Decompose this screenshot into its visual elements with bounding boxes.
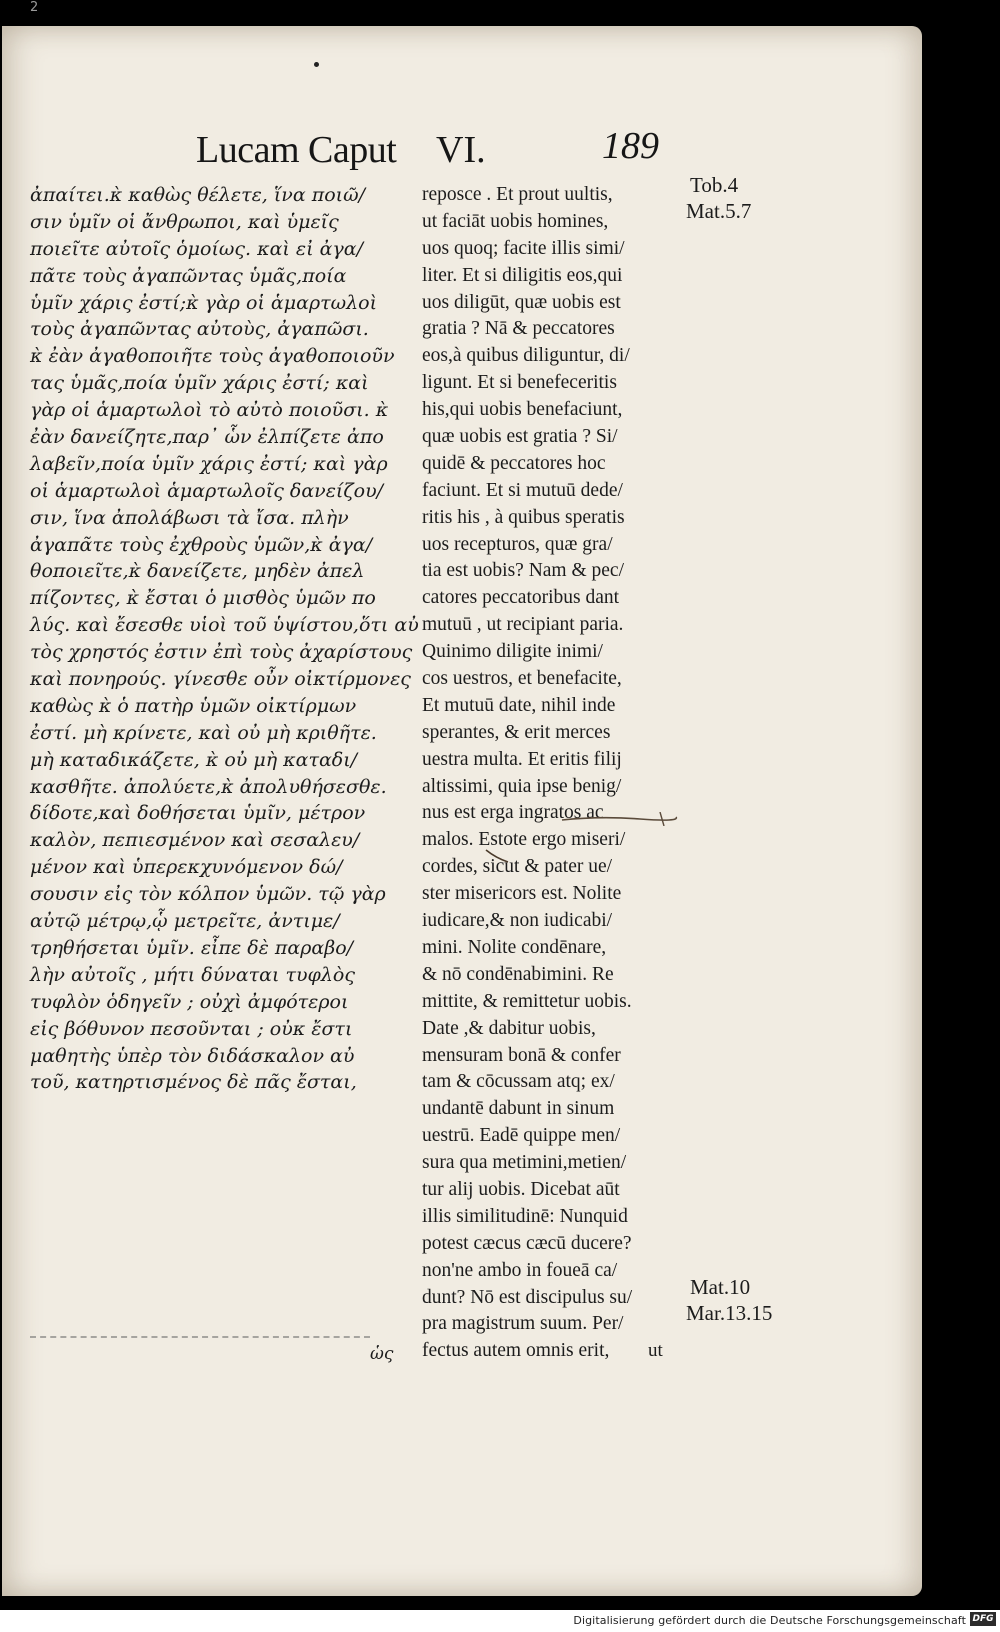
- latin-text-line: altissimi, quia ipse benig/: [422, 775, 622, 797]
- greek-text-line: ἐστί. μὴ κρίνετε, καὶ οὐ μὴ κριθῆτε.: [30, 721, 377, 744]
- scan-corner-mark: 2: [30, 0, 39, 15]
- margin-note-mar13: Mar.13.15: [686, 1301, 773, 1325]
- greek-text-line: τὸς χρηστός ἐστιν ἐπὶ τοὺς ἀχαρίστους: [30, 641, 413, 664]
- greek-text-line: λύς. καὶ ἔσεσθε υἱοὶ τοῦ ὑψίστου,ὅτι αὐ: [30, 614, 419, 637]
- greek-text-line: ἀγαπᾶτε τοὺς ἐχθροὺς ὑμῶν,κ̀ ἀγα/: [30, 533, 373, 556]
- greek-text-line: λαβεῖν,ποία ὑμῖν χάρις ἐστί; καὶ γὰρ: [30, 452, 388, 475]
- page-number: 189: [602, 125, 659, 167]
- greek-text-line: τας ὑμᾶς,ποία ὑμῖν χάρις ἐστί; καὶ: [30, 372, 369, 395]
- latin-text-line: Et mutuū date, nihil inde: [422, 694, 616, 716]
- dfg-logo: DFG: [970, 1612, 996, 1626]
- latin-text-line: malos. Estote ergo miseri/: [422, 829, 626, 851]
- latin-text-line: mini. Nolite condēnare,: [422, 936, 607, 958]
- ink-strike-mark: [560, 812, 678, 826]
- latin-text-line: eos,à quibus diliguntur, di/: [422, 345, 630, 367]
- greek-text-line: μὴ καταδικάζετε, κ̀ οὐ μὴ καταδι/: [30, 748, 358, 771]
- latin-text-line: quæ uobis est gratia ? Si/: [422, 426, 618, 448]
- margin-note-mat5: Mat.5.7: [686, 199, 752, 223]
- greek-catchword: ὡς: [370, 1344, 394, 1364]
- greek-text-line: πίζοντες, κ̀ ἔσται ὁ μισθὸς ὑμῶν πο: [30, 587, 376, 610]
- latin-catchword: ut: [648, 1340, 663, 1361]
- footer-credit: Digitalisierung gefördert durch die Deutsche Forschungsgemeinschaft: [573, 1614, 966, 1627]
- greek-text-column: [30, 182, 422, 1096]
- latin-text-line: mensuram bonā & confer: [422, 1044, 621, 1066]
- greek-text-line: γὰρ οἱ ἁμαρτωλοὶ τὸ αὐτὸ ποιοῦσι. κ̀: [30, 399, 389, 422]
- latin-text-line: gratia ? Nā & peccatores: [422, 318, 615, 340]
- greek-text-line: σιν ὑμῖν οἱ ἄνθρωποι, καὶ ὑμεῖς: [30, 210, 339, 233]
- latin-text-line: non'ne ambo in foueā ca/: [422, 1259, 618, 1281]
- latin-text-line: dunt? Nō est discipulus su/: [422, 1286, 633, 1308]
- chapter-number: VI.: [436, 129, 486, 171]
- greek-text-line: καθὼς κ̀ ὁ πατὴρ ὑμῶν οἰκτίρμων: [30, 694, 357, 717]
- latin-text-line: tia est uobis? Nam & pec/: [422, 560, 624, 582]
- greek-text-line: λὴν αὐτοῖς , μήτι δύναται τυφλὸς: [30, 963, 355, 986]
- latin-text-line: faciunt. Et si mutuū dede/: [422, 479, 623, 501]
- greek-text-line: δίδοτε,καὶ δοθήσεται ὑμῖν, μέτρον: [30, 802, 366, 825]
- latin-text-line: undantē dabunt in sinum: [422, 1098, 615, 1120]
- latin-text-line: tur alij uobis. Dicebat aūt: [422, 1178, 620, 1200]
- latin-text-line: uos recepturos, quæ gra/: [422, 533, 613, 555]
- greek-text-line: σουσιν εἰς τὸν κόλπον ὑμῶν. τῷ γὰρ: [30, 883, 386, 906]
- greek-text-line: καλὸν, πεπιεσμένον καὶ σεσαλευ/: [30, 829, 360, 852]
- latin-text-line: nus est erga ingratos ac: [422, 802, 604, 824]
- latin-text-column: [422, 182, 686, 1365]
- latin-text-line: mutuū , ut recipiant paria.: [422, 614, 624, 636]
- latin-text-line: uestrū. Eadē quippe men/: [422, 1125, 621, 1147]
- latin-text-line: tam & cōcussam atq; ex/: [422, 1071, 615, 1093]
- greek-text-line: εἰς βόθυνον πεσοῦνται ; οὐκ ἔστι: [30, 1017, 353, 1040]
- latin-text-line: illis similitudinē: Nunquid: [422, 1205, 628, 1227]
- latin-text-line: ut faciāt uobis homines,: [422, 210, 609, 232]
- latin-text-line: ster misericors est. Nolite: [422, 883, 622, 905]
- latin-text-line: sura qua metimini,metien/: [422, 1152, 627, 1174]
- latin-text-line: reposce . Et prout uultis,: [422, 184, 613, 205]
- latin-text-line: quidē & peccatores hoc: [422, 452, 606, 474]
- greek-text-line: θοποιεῖτε,κ̀ δανείζετε, μηδὲν ἀπελ: [30, 560, 365, 583]
- greek-text-line: ὑμῖν χάρις ἐστί;κ̀ γὰρ οἱ ἁμαρτωλοὶ: [30, 291, 378, 314]
- latin-text-line: fectus autem omnis erit,: [422, 1340, 610, 1362]
- dashed-rule: [30, 1336, 370, 1338]
- greek-text-line: ποιεῖτε αὐτοῖς ὁμοίως. καὶ εἰ ἀγα/: [30, 237, 364, 260]
- greek-text-line: τοῦ, κατηρτισμένος δὲ πᾶς ἔσται,: [30, 1071, 357, 1094]
- ink-dot: [314, 62, 319, 67]
- latin-text-line: uos diligūt, quæ uobis est: [422, 291, 621, 313]
- greek-text-line: ἀπαίτει.κ̀ καθὼς θέλετε, ἵνα ποιῶ/: [30, 184, 365, 206]
- greek-text-line: μένον καὶ ὑπερεκχυνόμενον δώ/: [30, 856, 343, 879]
- running-head: Lucam Caput: [196, 129, 397, 171]
- latin-text-line: his,qui uobis benefaciunt,: [422, 399, 623, 421]
- latin-text-line: catores peccatoribus dant: [422, 587, 620, 609]
- latin-text-line: iudicare,& non iudicabi/: [422, 910, 613, 932]
- latin-text-line: ritis his , à quibus speratis: [422, 506, 625, 528]
- greek-text-line: τρηθήσεται ὑμῖν. εἶπε δὲ παραβο/: [30, 936, 354, 959]
- latin-text-line: cordes, sicut & pater ue/: [422, 856, 613, 878]
- greek-text-line: κασθῆτε. ἀπολύετε,κ̀ ἀπολυθήσεσθε.: [30, 775, 387, 798]
- greek-text-line: μαθητὴς ὑπὲρ τὸν διδάσκαλον αὐ: [30, 1044, 355, 1067]
- latin-text-line: pra magistrum suum. Per/: [422, 1313, 624, 1335]
- greek-text-line: τοὺς ἀγαπῶντας αὐτοὺς, ἀγαπῶσι.: [30, 318, 369, 341]
- greek-text-line: κ̀ ἐὰν ἀγαθοποιῆτε τοὺς ἀγαθοποιοῦν: [30, 345, 395, 368]
- latin-text-line: Quinimo diligite inimi/: [422, 641, 603, 663]
- latin-text-line: ligunt. Et si benefeceritis: [422, 372, 617, 394]
- latin-text-line: cos uestros, et benefacite,: [422, 668, 622, 690]
- greek-text-line: τυφλὸν ὁδηγεῖν ; οὐχὶ ἀμφότεροι: [30, 990, 349, 1013]
- latin-text-line: sperantes, & erit merces: [422, 721, 611, 743]
- latin-text-line: uestra multa. Et eritis filij: [422, 748, 622, 770]
- latin-text-line: uos quoq; facite illis simi/: [422, 237, 625, 259]
- ink-caret-mark: [484, 848, 510, 864]
- greek-text-line: πᾶτε τοὺς ἀγαπῶντας ὑμᾶς,ποία: [30, 264, 347, 287]
- greek-text-line: ἐὰν δανείζητε,παρ᾽ ὧν ἐλπίζετε ἀπο: [30, 426, 384, 449]
- margin-note-mat10: Mat.10: [690, 1275, 751, 1299]
- latin-text-line: Date ,& dabitur uobis,: [422, 1017, 596, 1039]
- latin-text-line: potest cæcus cæcū ducere?: [422, 1232, 632, 1254]
- latin-text-line: & nō condēnabimini. Re: [422, 963, 614, 985]
- latin-text-line: mittite, & remittetur uobis.: [422, 990, 632, 1012]
- margin-note-tob: Tob.4: [690, 173, 739, 197]
- latin-text-line: liter. Et si diligitis eos,qui: [422, 264, 623, 286]
- greek-text-line: σιν, ἵνα ἀπολάβωσι τὰ ἴσα. πλὴν: [30, 506, 349, 529]
- greek-text-line: οἱ ἁμαρτωλοὶ ἁμαρτωλοῖς δανείζου/: [30, 479, 384, 502]
- greek-text-line: αὐτῷ μέτρῳ,ᾧ μετρεῖτε, ἀντιμε/: [30, 910, 340, 933]
- greek-text-line: καὶ πονηρούς. γίνεσθε οὖν οἰκτίρμονες: [30, 668, 411, 691]
